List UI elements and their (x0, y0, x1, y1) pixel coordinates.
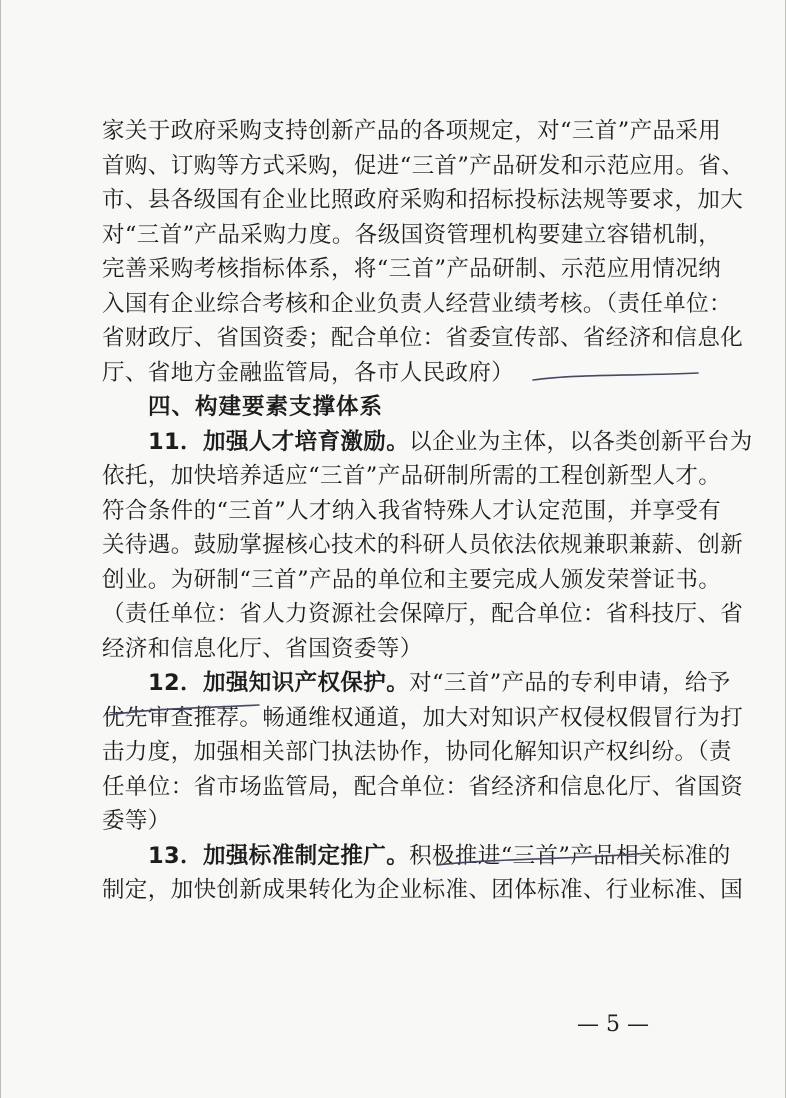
document-body (102, 114, 753, 908)
body-line: 市、县各级国有企业比照政府采购和招标投标法规等要求，加大 (102, 187, 744, 213)
section-heading: 四、构建要素支撑体系 (148, 394, 384, 420)
body-line: 委等） (102, 808, 171, 834)
body-line: 对“三首”产品采购力度。各级国资管理机构要建立容错机制， (102, 221, 722, 248)
numbered-paragraph-12-first-line (102, 666, 731, 701)
body-line: 依托，加快培养适应“三首”产品研制所需的工程创新型人才。 (102, 463, 722, 489)
paragraph-heading: 12．加强知识产权保护。 (148, 670, 410, 696)
body-line: 任单位：省市场监管局，配合单位：省经济和信息化厅、省国资 (102, 773, 744, 800)
paragraph-text: 积极推进“三首”产品相关标准的 (409, 842, 731, 869)
body-line: 优先审查推荐。畅通维权通道，加大对知识产权侵权假冒行为打 (102, 704, 744, 731)
body-line: 创业。为研制“三首”产品的单位和主要完成人颁发荣誉证书。 (102, 566, 722, 593)
paragraph-heading: 11．加强人才培育激励。 (148, 428, 410, 455)
body-line: 厅、省地方金融监管局，各市人民政府） (102, 359, 515, 386)
body-line: 完善采购考核指标体系，将“三首”产品研制、示范应用情况纳 (102, 256, 722, 282)
paragraph-text: 对“三首”产品的专利申请，给予 (409, 670, 731, 696)
body-line: 击力度，加强相关部门执法协作，协同化解知识产权纠纷。（责 (102, 739, 732, 765)
body-line: 符合条件的“三首”人才纳入我省特殊人才认定范围，并享受有 (102, 497, 722, 524)
paragraph-text: 以企业为主体，以各类创新平台为 (409, 428, 753, 455)
page-number: — 5 — (577, 1012, 649, 1037)
body-line: （责任单位：省人力资源社会保障厅，配合单位：省科技厅、省 (102, 601, 744, 627)
body-line: 首购、订购等方式采购，促进“三首”产品研发和示范应用。省、 (102, 152, 745, 179)
body-line: 家关于政府采购支持创新产品的各项规定，对“三首”产品采用 (102, 118, 722, 144)
numbered-paragraph-13-first-line (102, 839, 731, 874)
numbered-paragraph-11-first-line (102, 425, 753, 460)
body-line: 关待遇。鼓励掌握核心技术的科研人员依法依规兼职兼薪、创新 (102, 532, 744, 558)
body-line: 制定，加快创新成果转化为企业标准、团体标准、行业标准、国 (102, 877, 744, 903)
paragraph-heading: 13．加强标准制定推广。 (148, 842, 410, 869)
body-line: 经济和信息化厅、省国资委等） (102, 635, 423, 662)
body-line: 入国有企业综合考核和企业负责人经营业绩考核。（责任单位： (102, 290, 732, 317)
body-line: 省财政厅、省国资委；配合单位：省委宣传部、省经济和信息化 (102, 325, 744, 351)
